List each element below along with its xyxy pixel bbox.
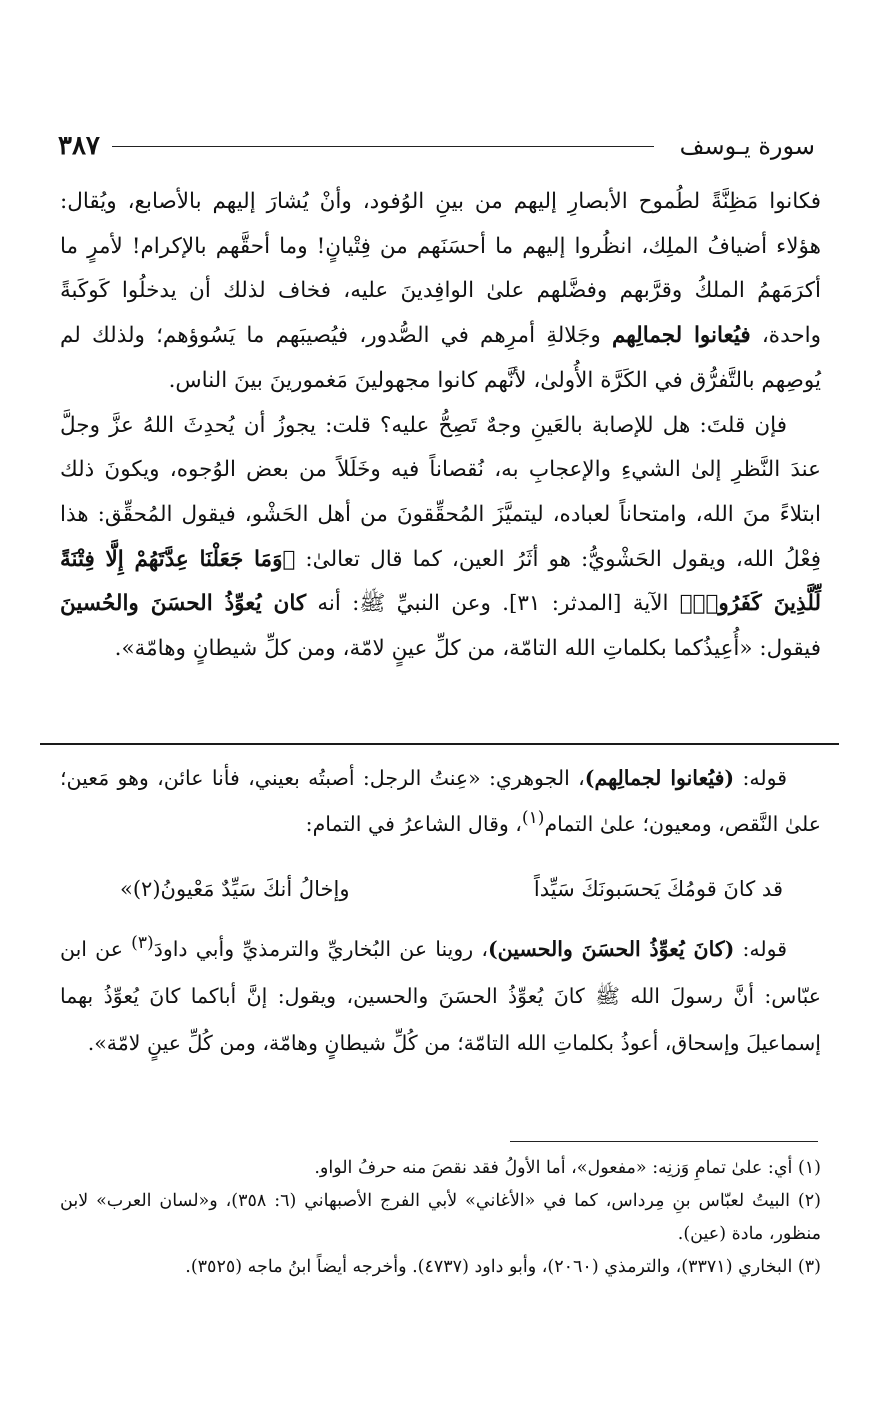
footnote-ref: (١) <box>521 808 545 828</box>
commentary-divider <box>40 743 839 745</box>
commentary-lemma: (فيُعانوا لجمالِهم) <box>584 766 735 790</box>
hemistich-1: قد كانَ قومُكَ يَحسَبونَكَ سَيِّداً <box>533 877 783 901</box>
page-number: ٣٨٧ <box>58 131 100 161</box>
footnote-1: (١) أي: علىٰ تمامِ وَزنِه: «مفعول»، أما الأولُ فقد نقصَ منه حرفُ الواو. <box>314 1158 821 1178</box>
footnote-rule <box>510 1141 818 1142</box>
commentary-1 <box>60 758 821 844</box>
running-header <box>58 128 815 164</box>
footnote-2: (٢) البيتُ لعبّاس بنِ مِرداس، كما في «الأغاني» لأبي الفرج الأصبهاني (٦: ٣٥٨)، و«لسان العرب» لابن منظور، مادة (عين). <box>60 1191 821 1244</box>
bold-phrase: فيُعانوا لجمالِهم <box>611 323 751 349</box>
footnote-ref: (٣) <box>131 933 154 953</box>
main-paragraph-1: فكانوا مَظِنَّةً لطُموح الأبصارِ إليهم من بينِ الوُفود، وأنْ يُشارَ إليهم بالأصابع، ويُقال: هؤلاء أضيافُ الملِك، انظُروا إليهم ما أحسَنَهم من فِتْيانٍ! وما أحقَّهم بالإكرام! لأمرٍ ما أكرَمَهمُ الملكُ وقرَّبهم وفضَّلهم علىٰ الوافِدينَ عليه، فخاف لذلك أن يدخلُوا كَوكَبةً واحدة، فيُعانوا لجمالِهم وجَلالةِ أمرِهم في الصُّدور، فيُصيبَهم ما يَسُوؤهم؛ ولذلك لم يُوصِهم بالتَّفرُّق في الكَرَّة الأُولىٰ، لأنَّهم كانوا مجهولينَ مَغمورينَ بينَ الناس. <box>60 189 821 393</box>
bold-phrase: كان يُعوِّذُ الحسَنَ والحُسينَ <box>60 591 307 617</box>
header-rule <box>112 146 654 147</box>
hemistich-2: وإخالُ أنكَ سَيِّدٌ مَعْيونُ(٢)» <box>120 877 350 901</box>
quran-verse: ﴿وَمَا جَعَلْنَا عِدَّتَهُمْ إِلَّا فِتْنَةً لِّلَّذِينَ كَفَرُوا۟﴾ <box>60 546 821 617</box>
commentary-2 <box>60 920 821 1067</box>
commentary-paragraph: قوله: (كانَ يُعوِّذُ الحسَنَ والحسين)، روينا عن البُخاريِّ والترمذيِّ وأبي داودَ$^{(٣)}$ عن ابن عبّاس: أنَّ رسولَ الله ﷺ كانَ يُعوِّذُ الحسَنَ والحسين، ويقول: إنَّ أباكما كانَ يُعوِّذُ بهما إسماعيلَ وإسحاق، أعوذُ بكلماتِ الله التامّة؛ من كُلِّ شيطانٍ وهامّة، ومن كُلِّ عينٍ لامّة». <box>60 933 821 1055</box>
surah-title: سورة يـوسف <box>679 132 815 160</box>
commentary-lemma: (كانَ يُعوِّذُ الحسَنَ والحسين) <box>487 936 735 961</box>
main-paragraph-2: فإن قلتَ: هل للإصابة بالعَينِ وجهٌ تَصِحُّ عليه؟ قلت: يجوزُ أن يُحدِثَ اللهُ عزَّ وجلَّ عندَ النَّظرِ إلىٰ الشيءِ والإعجابِ به، نُقصاناً فيه وخَلَلاً من بعض الوُجوه، ويكونَ ذلك ابتلاءً منَ الله، وامتحاناً لعباده، ليتميَّزَ المُحقِّقونَ من أهل الحَشْو، فيقول المُحقِّق: هذا فِعْلُ الله، ويقول الحَشْويُّ: هو أثَرُ العين، كما قال تعالىٰ: ﴿وَمَا جَعَلْنَا عِدَّتَهُمْ إِلَّا فِتْنَةً لِّلَّذِينَ كَفَرُوا۟﴾ الآية [المدثر: ٣١]. وعن النبيِّ ﷺ: أنه كان يُعوِّذُ الحسَنَ والحُسينَ فيقول: «أُعِيذُكما بكلماتِ الله التامّة، من كلِّ عينٍ لامّة، ومن كلِّ شيطانٍ وهامّة». <box>60 412 821 662</box>
commentary-paragraph: قوله: (فيُعانوا لجمالِهم)، الجوهري: «عِنتُ الرجل: أصبتُه بعيني، فأنا عائن، وهو مَعين؛ علىٰ النَّقص، ومعيون؛ علىٰ التمام$^{(١)}$، وقال الشاعرُ في التمام: <box>60 766 821 836</box>
footnote-3: (٣) البخاري (٣٣٧١)، والترمذي (٢٠٦٠)، وأبو داود (٤٧٣٧). وأخرجه أيضاً ابنُ ماجه (٣٥٢٥). <box>185 1257 821 1277</box>
main-text <box>60 180 821 672</box>
poem-verse <box>120 868 783 910</box>
footnotes <box>60 1152 821 1284</box>
